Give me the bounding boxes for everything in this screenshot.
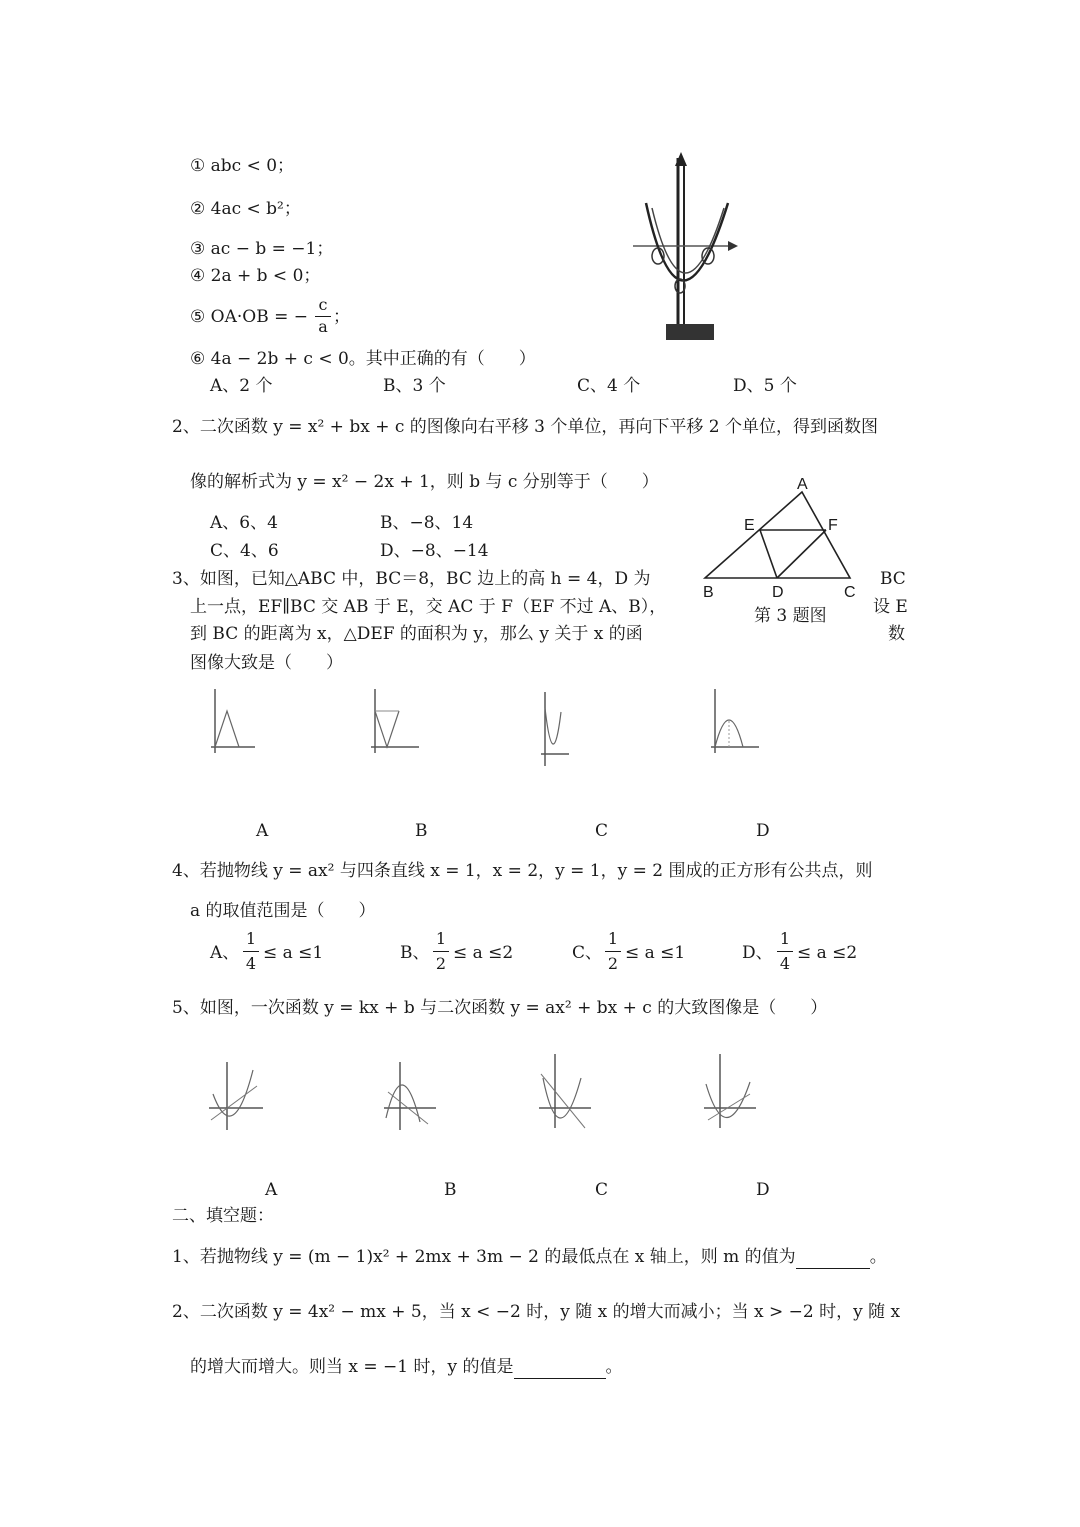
q3-vertex-d: D bbox=[772, 584, 784, 601]
q4-line-1: 4、若抛物线 y = ax² 与四条直线 x = 1，x = 2，y = 1，y = 2 围成的正方形有公共点，则 bbox=[172, 861, 873, 881]
q4-option-d-den: 4 bbox=[779, 954, 791, 973]
q3-choice-a-graph bbox=[205, 685, 265, 765]
q2-line-2: 像的解析式为 y = x² − 2x + 1，则 b 与 c 分别等于（ ） bbox=[190, 472, 659, 492]
q4-option-b-tail: ≤ a ≤2 bbox=[453, 943, 514, 963]
q3-right-word-1: BC bbox=[880, 569, 906, 589]
q5-choice-label-b: B bbox=[444, 1180, 457, 1200]
q1-option-a: A、2 个 bbox=[210, 376, 273, 396]
q1-item-1: ① abc < 0； bbox=[190, 156, 295, 176]
q1-item-5-num: c bbox=[318, 295, 328, 314]
q1-option-c: C、4 个 bbox=[577, 376, 641, 396]
q5-choice-c-graph bbox=[535, 1048, 605, 1138]
q1-option-d: D、5 个 bbox=[733, 376, 797, 396]
q4-option-d-fracline bbox=[777, 951, 793, 952]
q5-choice-a-graph bbox=[205, 1058, 275, 1138]
q2-option-c: C、4、6 bbox=[210, 541, 279, 561]
q1-item-3: ③ ac − b = −1； bbox=[190, 239, 334, 259]
q3-vertex-f: F bbox=[828, 517, 838, 534]
q5-choice-b-graph bbox=[380, 1058, 450, 1138]
fill-question-1 bbox=[172, 1246, 887, 1269]
q4-option-c-tail: ≤ a ≤1 bbox=[625, 943, 686, 963]
fill-question-2-text: 的增大而增大。则当 x = −1 时，y 的值是 bbox=[190, 1357, 514, 1377]
q5-choice-label-c: C bbox=[595, 1180, 609, 1200]
q4-option-b-num: 1 bbox=[435, 929, 447, 948]
q1-item-2: ② 4ac < b²； bbox=[190, 199, 301, 219]
q2-line-1: 2、二次函数 y = x² + bx + c 的图像向右平移 3 个单位，再向下平移 2 个单位，得到函数图 bbox=[172, 417, 879, 437]
q4-option-b-fracline bbox=[433, 951, 449, 952]
q4-option-b-label: B、 bbox=[400, 943, 430, 963]
fill-question-1-end: 。 bbox=[869, 1247, 887, 1267]
q4-line-2: a 的取值范围是（ ） bbox=[190, 901, 376, 921]
q4-option-c-label: C、 bbox=[572, 943, 603, 963]
q4-option-a-num: 1 bbox=[245, 929, 257, 948]
q1-item-5: ⑤ OA·OB = − bbox=[190, 307, 308, 327]
q3-figure-caption: 第 3 题图 bbox=[754, 606, 827, 626]
q1-item-4: ④ 2a + b < 0； bbox=[190, 266, 321, 286]
q3-choice-c-graph bbox=[535, 688, 595, 778]
fill-question-2-line-2 bbox=[190, 1356, 623, 1379]
q3-choice-label-a: A bbox=[256, 821, 269, 841]
q5-choice-label-d: D bbox=[756, 1180, 770, 1200]
section-2-title: 二、填空题： bbox=[172, 1206, 274, 1226]
q3-vertex-c: C bbox=[844, 584, 856, 601]
fill-question-2-end: 。 bbox=[605, 1357, 623, 1377]
q1-item-5-tail: ； bbox=[333, 307, 350, 327]
q3-vertex-e: E bbox=[744, 517, 755, 534]
q3-line-4: 图像大致是（ ） bbox=[190, 653, 343, 673]
fill-question-2-line-1: 2、二次函数 y = 4x² − mx + 5，当 x < −2 时，y 随 x 的增大而减小；当 x > −2 时，y 随 x bbox=[172, 1302, 901, 1322]
q1-option-b: B、3 个 bbox=[383, 376, 446, 396]
q5-choice-d-graph bbox=[700, 1048, 770, 1138]
q3-choice-label-b: B bbox=[415, 821, 428, 841]
q1-item-5-den: a bbox=[318, 317, 328, 336]
fill-question-2-blank[interactable] bbox=[514, 1356, 606, 1379]
q4-option-a-fracline bbox=[243, 951, 259, 952]
q3-line-1: 3、如图，已知△ABC 中，BC＝8，BC 边上的高 h = 4，D 为 bbox=[172, 569, 651, 589]
q2-option-a: A、6、4 bbox=[210, 513, 278, 533]
q3-vertex-a: A bbox=[797, 476, 808, 493]
q5-line-1: 5、如图，一次函数 y = kx + b 与二次函数 y = ax² + bx + c 的大致图像是（ ） bbox=[172, 998, 828, 1018]
q3-line-3: 到 BC 的距离为 x，△DEF 的面积为 y，那么 y 关于 x 的函 bbox=[190, 624, 643, 644]
q4-option-d-tail: ≤ a ≤2 bbox=[797, 943, 858, 963]
q5-choice-label-a: A bbox=[265, 1180, 278, 1200]
q3-right-word-2: 设 E bbox=[873, 597, 908, 617]
q4-option-c-fracline bbox=[605, 951, 621, 952]
q3-choice-label-c: C bbox=[595, 821, 609, 841]
q4-option-d-label: D、 bbox=[742, 943, 773, 963]
fill-question-1-text: 1、若抛物线 y = (m − 1)x² + 2mx + 3m − 2 的最低点在 x 轴上，则 m 的值为 bbox=[172, 1247, 796, 1267]
fill-question-1-blank[interactable] bbox=[796, 1246, 870, 1269]
q3-vertex-b: B bbox=[703, 584, 714, 601]
q3-choice-label-d: D bbox=[756, 821, 770, 841]
q2-option-d: D、−8、−14 bbox=[380, 541, 489, 561]
q4-option-a-tail: ≤ a ≤1 bbox=[263, 943, 324, 963]
q3-choice-b-graph bbox=[365, 685, 425, 765]
q2-option-b: B、−8、14 bbox=[380, 513, 474, 533]
q4-option-d-num: 1 bbox=[779, 929, 791, 948]
q3-right-word-3: 数 bbox=[888, 624, 905, 644]
q3-choice-d-graph bbox=[705, 685, 765, 765]
q1-parabola-figure bbox=[628, 148, 748, 348]
q4-option-c-den: 2 bbox=[607, 954, 619, 973]
q4-option-b-den: 2 bbox=[435, 954, 447, 973]
q4-option-a-label: A、 bbox=[210, 943, 240, 963]
q4-option-a-den: 4 bbox=[245, 954, 257, 973]
q4-option-c-num: 1 bbox=[607, 929, 619, 948]
q3-line-2: 上一点，EF∥BC 交 AB 于 E，交 AC 于 F（EF 不过 A、B）， bbox=[190, 597, 667, 617]
q1-item-6: ⑥ 4a − 2b + c < 0。其中正确的有（ ） bbox=[190, 349, 536, 369]
